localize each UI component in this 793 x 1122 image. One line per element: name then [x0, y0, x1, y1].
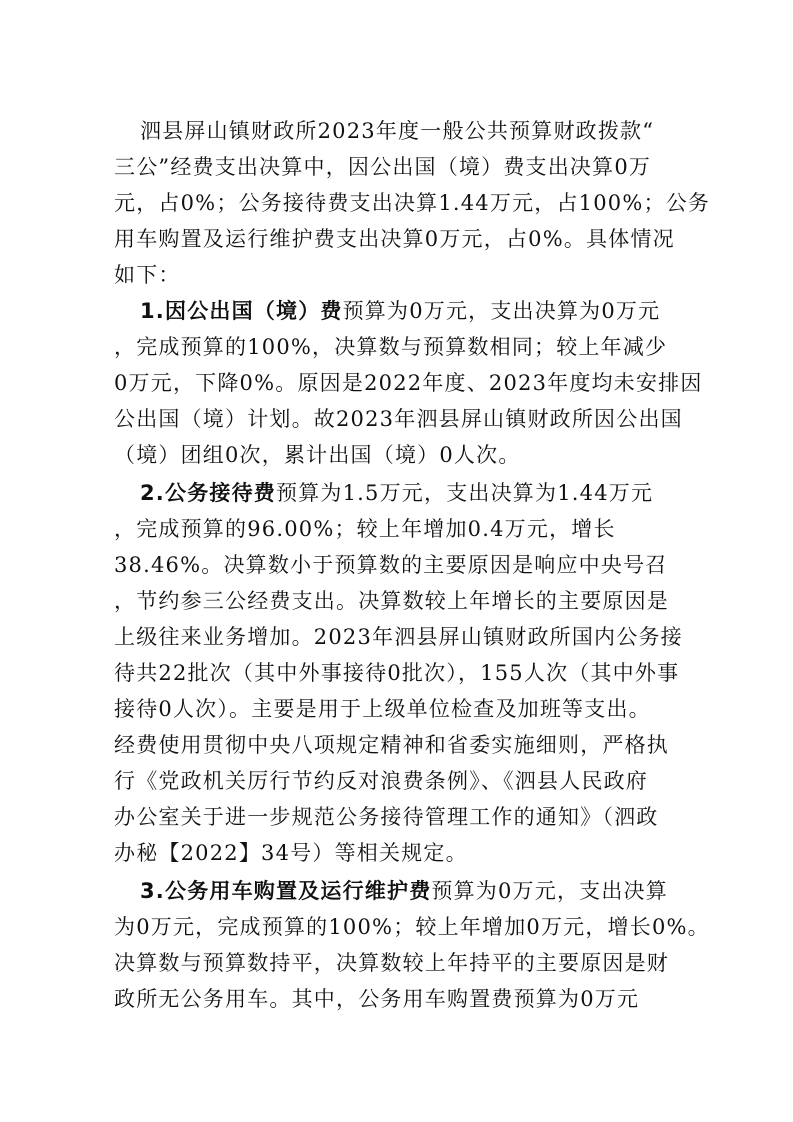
paragraph-3-line-7: 接待0人次）。主要是用于上级单位检查及加班等支出。 [114, 697, 651, 721]
section-heading-3: 3.公务用车购置及运行维护费 [140, 879, 432, 903]
paragraph-1-line-2: 三公”经费支出决算中，因公出国（境）费支出决算0万 [114, 155, 652, 179]
paragraph-3-line-8: 经费使用贯彻中央八项规定精神和省委实施细则，严格执 [114, 733, 669, 757]
paragraph-3-line-2: ，完成预算的96.00%；较上年增加0.4万元，增长 [114, 517, 616, 541]
paragraph-3-line-4: ，节约参三公经费支出。决算数较上年增长的主要原因是 [114, 589, 669, 613]
section-heading-2: 2.公务接待费 [140, 481, 276, 505]
paragraph-4-line-4: 政所无公务用车。其中，公务用车购置费预算为0万元 [114, 987, 640, 1011]
paragraph-3-line-1 [140, 478, 653, 508]
section-3-text: 预算为0万元，支出决算 [431, 879, 668, 903]
paragraph-4-line-1 [140, 876, 668, 906]
paragraph-2-line-3: 0万元，下降0%。原因是2022年度、2023年度均未安排因 [114, 371, 703, 395]
paragraph-2-line-4: 公出国（境）计划。故2023年泗县屏山镇财政所因公出国 [114, 407, 683, 431]
paragraph-3-line-11: 办秘【2022】34号）等相关规定。 [114, 841, 468, 865]
paragraph-3-line-9: 行《党政机关厉行节约反对浪费条例》、《泗县人民政府 [114, 769, 648, 793]
paragraph-4-line-2: 为0万元，完成预算的100%；较上年增加0万元，增长0%。 [114, 915, 710, 939]
section-2-text: 预算为1.5万元，支出决算为1.44万元 [276, 481, 654, 505]
paragraph-3-line-10: 办公室关于进一步规范公务接待管理工作的通知》（泗政 [114, 805, 659, 829]
paragraph-2-line-2: ，完成预算的100%，决算数与预算数相同；较上年减少 [114, 335, 668, 359]
paragraph-1-line-4: 用车购置及运行维护费支出决算0万元，占0%。具体情况 [114, 227, 675, 251]
paragraph-1-line-1: 泗县屏山镇财政所2023年度一般公共预算财政拨款“ [140, 119, 655, 143]
paragraph-3-line-3: 38.46%。决算数小于预算数的主要原因是响应中央号召 [114, 553, 668, 577]
paragraph-1-line-3: 元，占0%；公务接待费支出决算1.44万元，占100%；公务 [114, 191, 711, 215]
paragraph-4-line-3: 决算数与预算数持平，决算数较上年持平的主要原因是财 [114, 951, 669, 975]
section-heading-1: 1.因公出国（境）费 [140, 299, 343, 323]
paragraph-3-line-5: 上级往来业务增加。2023年泗县屏山镇财政所国内公务接 [114, 625, 683, 649]
paragraph-2-line-5: （境）团组0次，累计出国（境）0人次。 [114, 443, 521, 467]
paragraph-2-line-1 [140, 296, 660, 326]
section-1-text: 预算为0万元，支出决算为0万元 [342, 299, 661, 323]
paragraph-1-line-5: 如下： [114, 263, 181, 287]
paragraph-3-line-6: 待共22批次（其中外事接待0批次），155人次（其中外事 [114, 661, 680, 685]
